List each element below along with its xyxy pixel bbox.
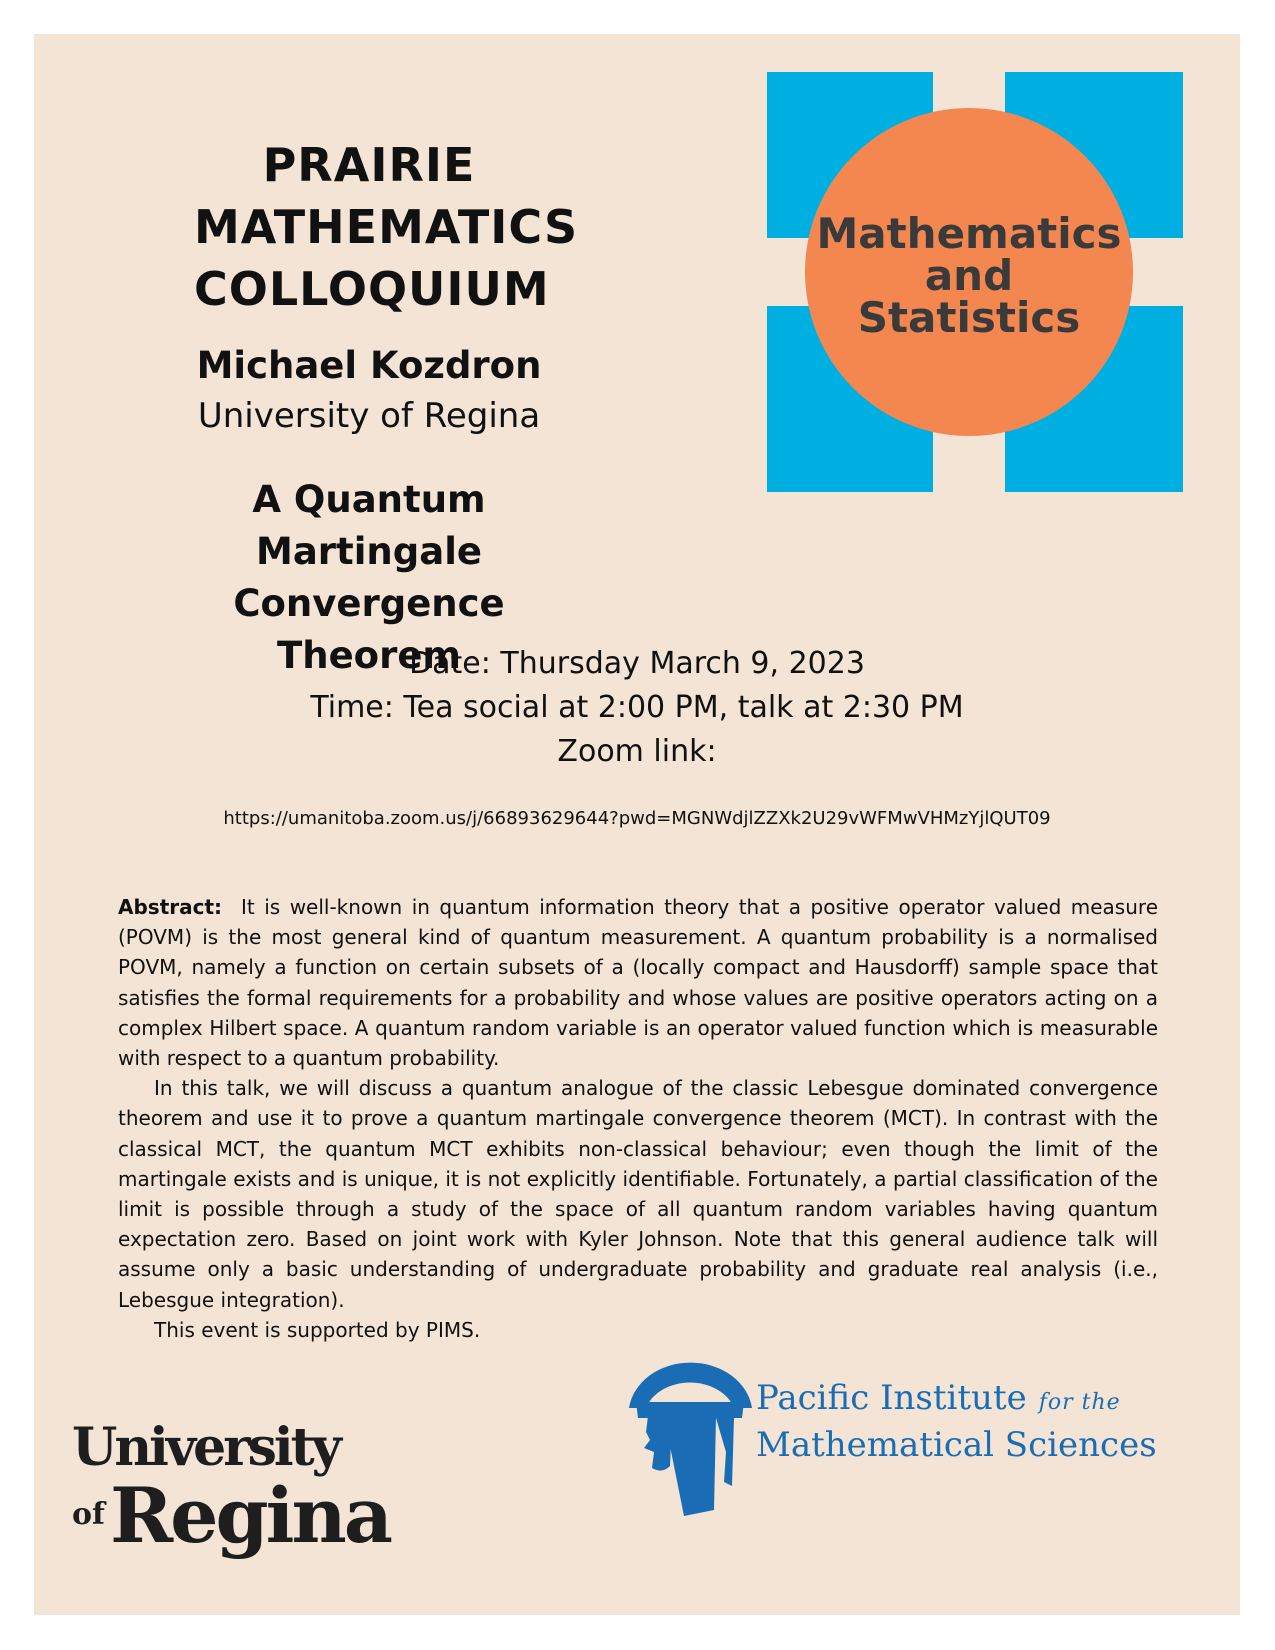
talk-title-line: A Quantum Martingale (252, 478, 486, 573)
abstract-paragraph: In this talk, we will discuss a quantum analogue of the classic Lebesgue dominated convergence theorem and use it to prove a quantum martingale convergence theorem (MCT). In contrast with the classical MCT, the quantum MCT exhibits non-classical behaviour; even though the limit of the martingale exists and is unique, it is not explicitly identifiable. Fortunately, a partial classification of the limit is possible through a study of the space of all quantum random variables having quantum expectation zero. Based on joint work with Kyler Johnson. Note that this general audience talk will assume only a basic understanding of undergraduate probability and graduate real analysis (i.e., Lebesgue integration). (118, 1076, 1158, 1312)
zoom-link[interactable]: https://umanitoba.zoom.us/j/66893629644?pwd=MGNWdjlZZXk2U29vWFMwVHMzYjlQUT09 (223, 808, 1051, 829)
zoom-label: Zoom link: (557, 734, 717, 769)
uregina-wordmark-of: of (72, 1497, 105, 1532)
poster (34, 34, 1240, 1615)
logo-text-line: and (924, 251, 1014, 300)
event-date: Date: Thursday March 9, 2023 (409, 646, 865, 681)
uregina-wordmark-regina: Regina (110, 1471, 391, 1560)
pims-wordmark (756, 1377, 1176, 1466)
title-line: COLLOQUIUM (194, 262, 550, 316)
title-line: PRAIRIE (262, 138, 476, 192)
abstract (118, 892, 1158, 1345)
logo-text-line: Mathematics (816, 209, 1122, 258)
math-stats-logo (767, 72, 1183, 492)
logo-text-line: Statistics (857, 293, 1081, 342)
talk-title-line: Convergence Theorem (233, 582, 505, 677)
pims-pi-icon (624, 1356, 754, 1516)
pims-name-part: Pacific Institute (756, 1378, 1027, 1418)
pims-line-2: Mathematical Sciences (756, 1425, 1157, 1465)
uregina-wordmark-university: University (72, 1417, 339, 1478)
abstract-paragraph (118, 892, 1158, 1073)
speaker-name: Michael Kozdron (196, 344, 542, 387)
abstract-text: It is well-known in quantum information theory that a positive operator valued measure (POVM) is the most general kind of quantum measurement. A quantum probability is a normalised POVM, namely a function on certain subsets of a (locally compact and Hausdorff) sample space that satisfies the formal requirements for a probability and whose values are positive operators acting on a complex Hilbert space. A quantum random variable is an operator valued function which is measurable with respect to a quantum probability. (118, 895, 1158, 1071)
pims-for-the: for the (1038, 1390, 1121, 1415)
title-line: MATHEMATICS (194, 200, 579, 254)
event-time: Time: Tea social at 2:00 PM, talk at 2:30 PM (310, 690, 964, 725)
support-note: This event is supported by PIMS. (154, 1317, 481, 1342)
university-of-regina-logo (72, 1417, 391, 1567)
colloquium-title (194, 134, 579, 320)
pims-line-1 (756, 1377, 1176, 1424)
speaker-affiliation: University of Regina (197, 396, 541, 436)
abstract-label: Abstract: (118, 895, 223, 919)
